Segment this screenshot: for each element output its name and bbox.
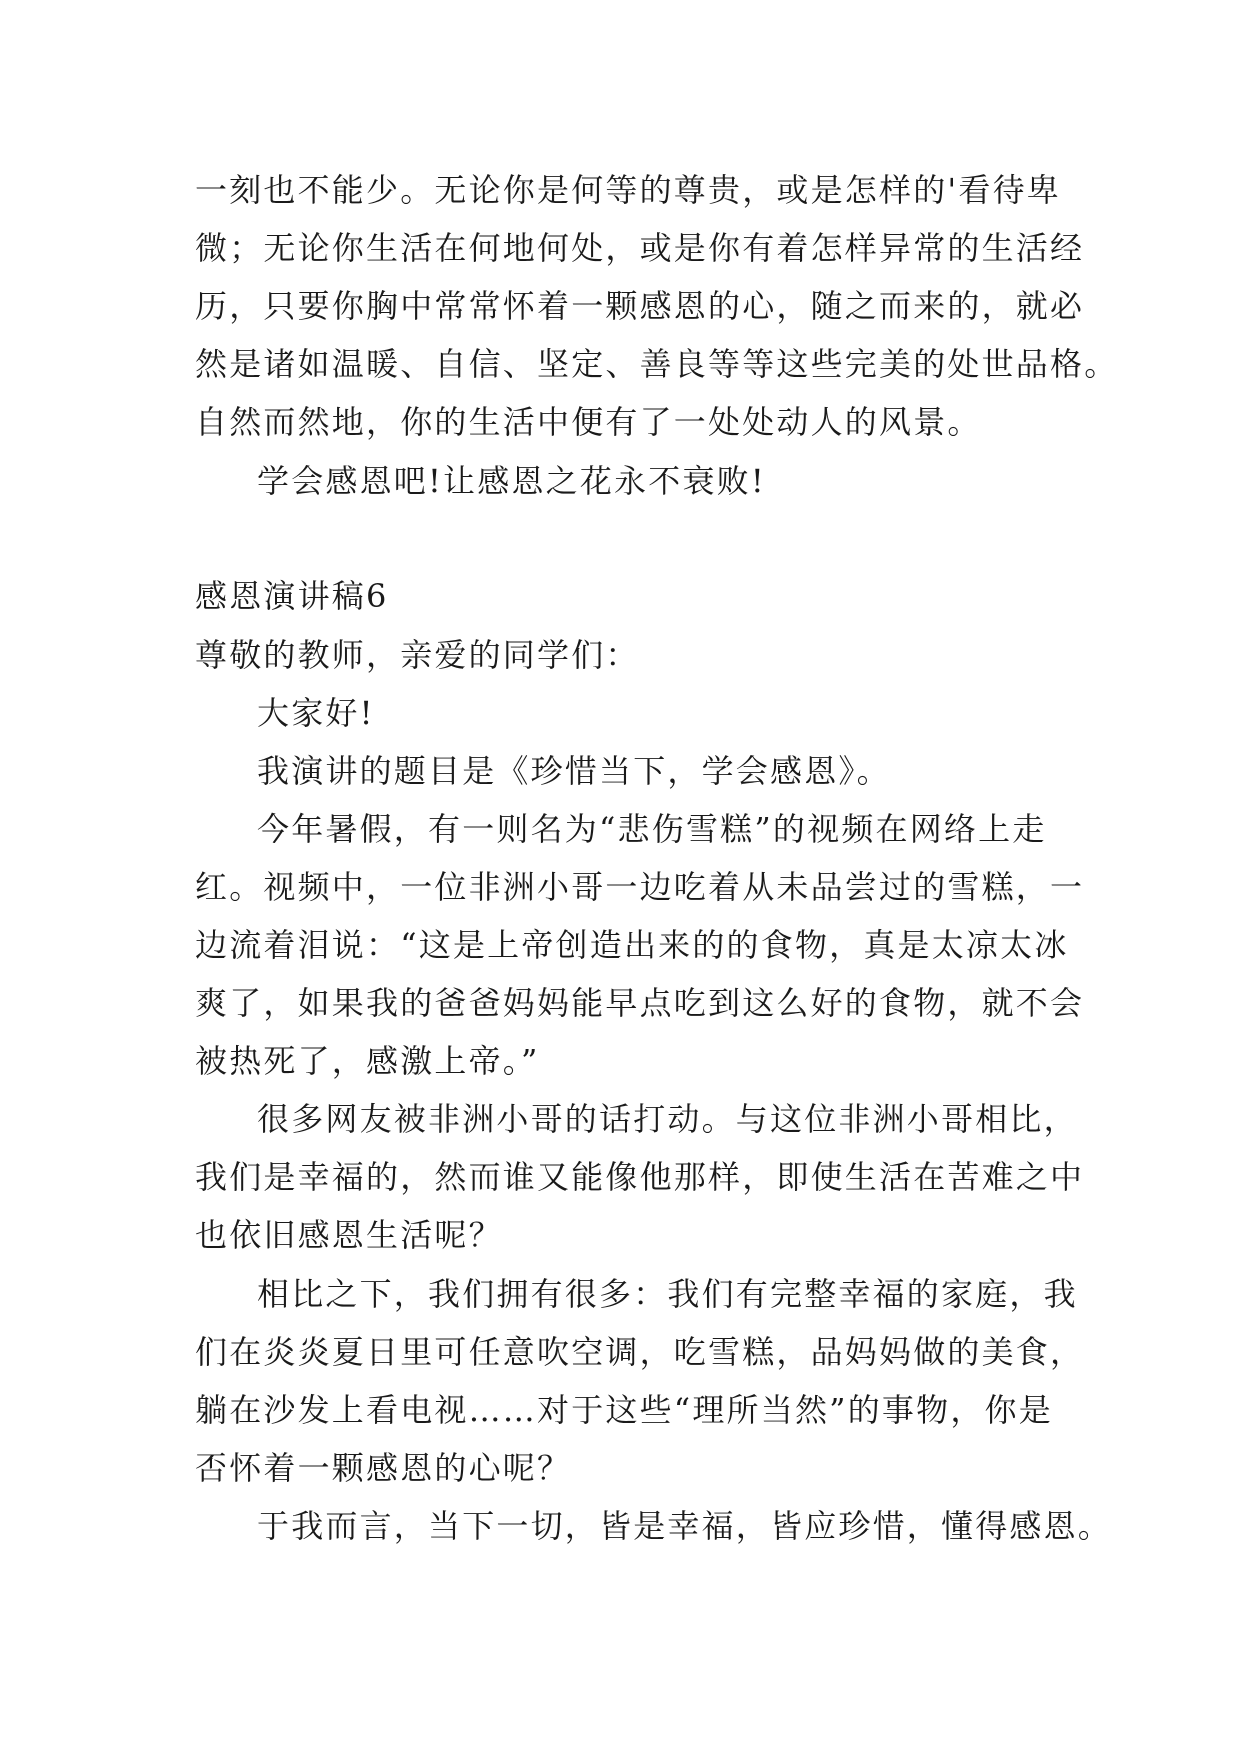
section-heading: 感恩演讲稿6 [195, 577, 389, 615]
paragraph-line: 微；无论你生活在何地何处，或是你有着怎样异常的生活经 [195, 229, 1085, 267]
paragraph-line: 被热死了，感激上帝。” [195, 1042, 540, 1080]
paragraph-line: 爽了，如果我的爸爸妈妈能早点吃到这么好的食物，就不会 [195, 984, 1085, 1022]
paragraph-line: 也依旧感恩生活呢？ [195, 1216, 503, 1254]
greeting: 大家好! [257, 694, 375, 732]
salutation: 尊敬的教师，亲爱的同学们： [195, 636, 640, 674]
paragraph-line: 今年暑假，有一则名为“悲伤雪糕”的视频在网络上走 [257, 810, 1047, 848]
paragraph-line: 一刻也不能少。无论你是何等的尊贵，或是怎样的'看待卑 [195, 171, 1061, 209]
paragraph-line: 我们是幸福的，然而谁又能像他那样，即使生活在苦难之中 [195, 1158, 1085, 1196]
paragraph-line: 边流着泪说：“这是上帝创造出来的的食物，真是太凉太冰 [195, 926, 1069, 964]
paragraph-line: 我演讲的题目是《珍惜当下，学会感恩》。 [257, 752, 891, 790]
paragraph-line: 学会感恩吧!让感恩之花永不衰败! [257, 462, 766, 500]
paragraph-line: 相比之下，我们拥有很多：我们有完整幸福的家庭，我 [257, 1275, 1078, 1313]
paragraph-line: 自然而然地，你的生活中便有了一处处动人的风景。 [195, 403, 982, 441]
paragraph-line: 否怀着一颗感恩的心呢？ [195, 1449, 572, 1487]
paragraph-line: 红。视频中，一位非洲小哥一边吃着从未品尝过的雪糕，一 [195, 868, 1085, 906]
paragraph-line: 们在炎炎夏日里可任意吹空调，吃雪糕，品妈妈做的美食， [195, 1333, 1085, 1371]
paragraph-line: 然是诸如温暖、自信、坚定、善良等等这些完美的处世品格。 [195, 345, 1119, 383]
paragraph-line: 躺在沙发上看电视……对于这些“理所当然”的事物，你是 [195, 1391, 1053, 1429]
paragraph-line: 很多网友被非洲小哥的话打动。与这位非洲小哥相比， [257, 1100, 1078, 1138]
paragraph-line: 历，只要你胸中常常怀着一颗感恩的心，随之而来的，就必 [195, 287, 1085, 325]
paragraph-line: 于我而言，当下一切，皆是幸福，皆应珍惜，懂得感恩。 [257, 1507, 1113, 1545]
